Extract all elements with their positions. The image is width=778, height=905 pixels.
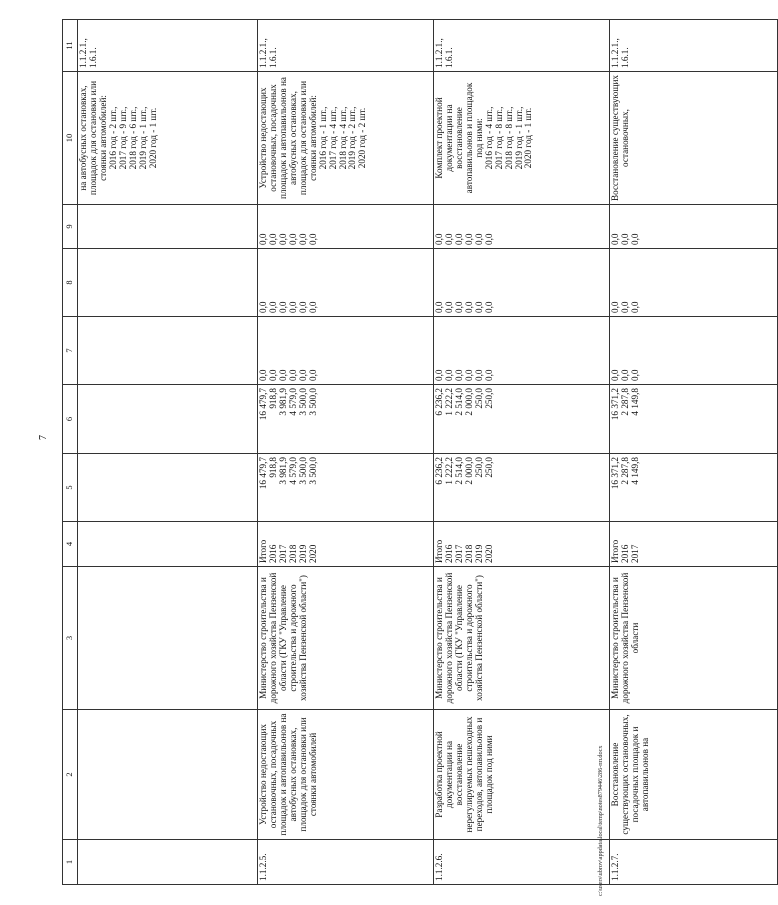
table-row: [258, 20, 434, 885]
result-cell: Восстановление существующих остановочных,: [610, 72, 778, 205]
col-num-11: 11: [63, 20, 78, 72]
ref-cell: 1.1.2.1., 1.6.1.: [258, 20, 434, 72]
years-cell: Итого 2016 2017 2018 2019 2020: [258, 522, 434, 567]
col-num-1: 1: [63, 840, 78, 885]
regional-budget-cell: 16 479,7 918,8 3 981,9 4 579,0 3 500,0 3 500,0: [258, 385, 434, 454]
table-row: [434, 20, 610, 885]
activity-name: Восстановление существующих остановочных, посадочных площадок и автопавильонов на: [610, 710, 778, 840]
result-cell: Комплект проектной документации на восстановление автопавильонов и площадок под ними: 2016 год - 4 шт., 2017 год - 8 шт., 2018 год - 8 шт., 2019 год - 1 шт., 2020 год - 1 шт.: [434, 72, 610, 205]
ref-cell: 1.1.2.1., 1.6.1.: [434, 20, 610, 72]
total-funding-cell: 6 236,2 1 222,2 2 514,0 2 000,0 250,0 250,0: [434, 454, 610, 522]
regional-budget-cell: 16 371,2 2 287,8 4 149,8: [610, 385, 778, 454]
col9-cell: 0,0 0,0 0,0 0,0 0,0 0,0: [258, 205, 434, 249]
executor-cell: Министерство строительства и дорожного хозяйства Пензенской области: [610, 567, 778, 710]
executor-cell: Министерство строительства и дорожного хозяйства Пензенской области (ГКУ "Управление строительства и дорожного хозяйства Пензенской области"): [258, 567, 434, 710]
col8-cell: 0,0 0,0 0,0 0,0 0,0 0,0: [258, 249, 434, 317]
col-num-2: 2: [63, 710, 78, 840]
activity-name: Устройство недостающих остановочных, посадочных площадок и автопавильонов на автобусных остановках, площадок для остановки или стоянки автомобилей: [258, 710, 434, 840]
col7-cell: 0,0 0,0 0,0 0,0 0,0 0,0: [258, 317, 434, 385]
table-row-continuation: [78, 20, 258, 885]
page-number: 7: [38, 435, 49, 440]
years-cell: Итого 2016 2017: [610, 522, 778, 567]
col-num-10: 10: [63, 72, 78, 205]
column-number-row: [63, 20, 78, 885]
activity-code: 1.1.2.5.: [258, 840, 434, 885]
col7-cell: 0,0 0,0 0,0 0,0 0,0 0,0: [434, 317, 610, 385]
col-num-4: 4: [63, 522, 78, 567]
col-num-5: 5: [63, 454, 78, 522]
col9-cell: 0,0 0,0 0,0: [610, 205, 778, 249]
total-funding-cell: 16 371,2 2 287,8 4 149,8: [610, 454, 778, 522]
col7-cell: 0,0 0,0 0,0: [610, 317, 778, 385]
result-cell: Устройство недостающих остановочных, посадочных площадок и автопавильонов на автобусных остановках, площадок для остановки или стоянки автомобилей: 2016 год - 1 шт., 2017 год - 4 шт., 2018 год - 4 шт., 2019 год - 2 шт., 2020 год - 2 шт.: [258, 72, 434, 205]
col8-cell: 0,0 0,0 0,0: [610, 249, 778, 317]
ref-cell: 1.1.2.1., 1.6.1.: [610, 20, 778, 72]
regional-budget-cell: 6 236,2 1 222,2 2 514,0 2 000,0 250,0 250,0: [434, 385, 610, 454]
table-row: [610, 20, 778, 885]
executor-cell: Министерство строительства и дорожного хозяйства Пензенской области (ГКУ "Управление строительства и дорожного хозяйства Пензенской области"): [434, 567, 610, 710]
result-cell: на автобусных остановках, площадок для остановки или стоянки автомобилей: 2016 год - 2 шт., 2017 год - 9 шт., 2018 год - 6 шт., 2019 год - 1 шт., 2020 год - 1 шт.: [78, 72, 258, 205]
total-funding-cell: 16 479,7 918,8 3 981,9 4 579,0 3 500,0 3 500,0: [258, 454, 434, 522]
footer-file-path: c:\users\ubrov\appdata\local\temp\notes879446\286-пп.docx: [597, 745, 604, 896]
activity-code: 1.1.2.6.: [434, 840, 610, 885]
col-num-3: 3: [63, 567, 78, 710]
col8-cell: 0,0 0,0 0,0 0,0 0,0 0,0: [434, 249, 610, 317]
col-num-9: 9: [63, 205, 78, 249]
activity-name: Разработка проектной документации на восстановление нерегулируемых пешеходных переходов, автопавильонов и площадок под ними: [434, 710, 610, 840]
program-activities-table: [62, 19, 778, 885]
years-cell: Итого 2016 2017 2018 2019 2020: [434, 522, 610, 567]
ref-cell: 1.1.2.1., 1.6.1.: [78, 20, 258, 72]
activity-code: 1.1.2.7.: [610, 840, 778, 885]
col-num-7: 7: [63, 317, 78, 385]
col9-cell: 0,0 0,0 0,0 0,0 0,0 0,0: [434, 205, 610, 249]
col-num-8: 8: [63, 249, 78, 317]
col-num-6: 6: [63, 385, 78, 454]
